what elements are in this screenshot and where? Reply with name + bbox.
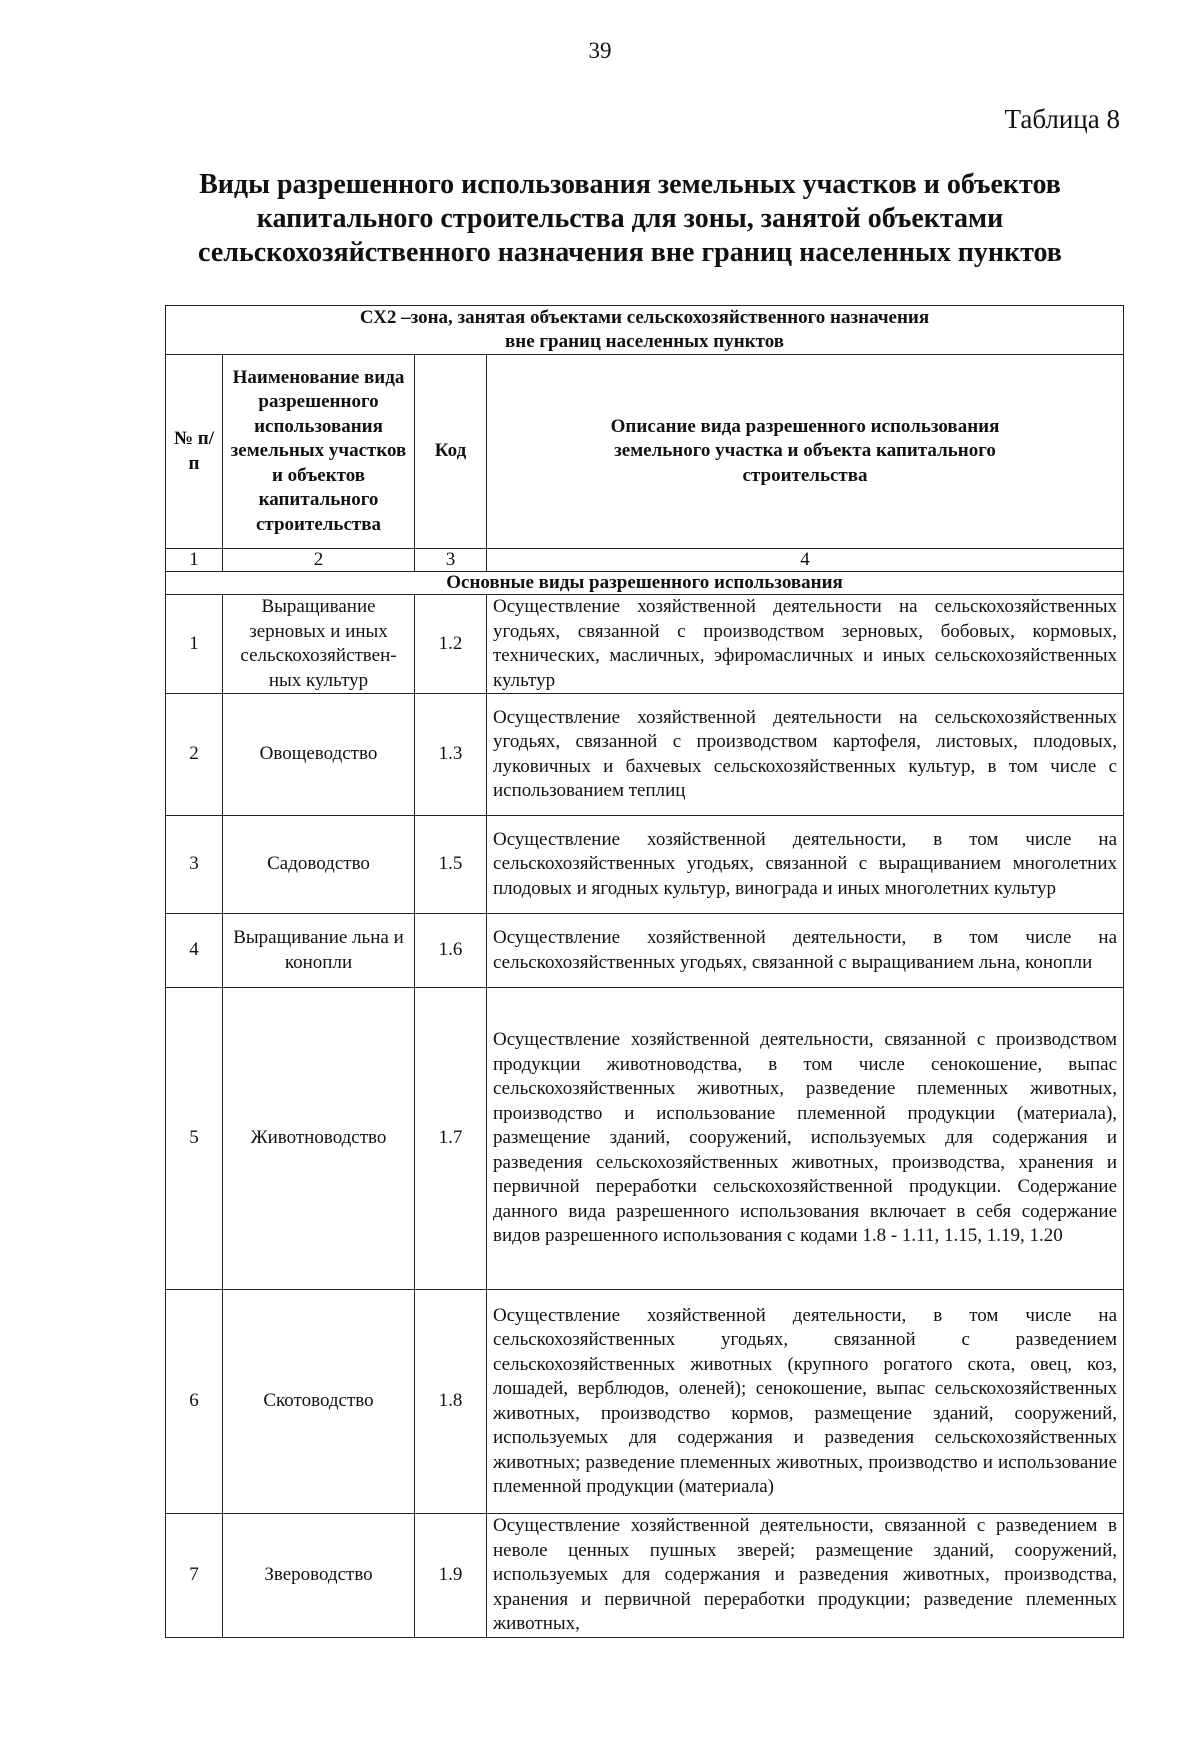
row-name: Садоводство [223, 816, 415, 914]
zone-header [166, 306, 1124, 355]
title-line: Виды разрешенного использования земельных участков и объектов [199, 169, 1061, 200]
table-row [166, 914, 1124, 988]
row-number: 2 [166, 694, 223, 816]
table-row [166, 816, 1124, 914]
section-title: Основные виды разрешенного использования [166, 572, 1124, 595]
header-name: Наименование вида разрешенного использования земельных участков и объектов капитального строительства [223, 355, 415, 549]
row-number: 7 [166, 1514, 223, 1638]
title-line: капитального строительства для зоны, занятой объектами [256, 203, 1004, 234]
row-number: 5 [166, 988, 223, 1290]
row-code: 1.3 [415, 694, 487, 816]
row-description: Осуществление хозяйственной деятельности, в том числе на сельскохозяйственных угодьях, связанной с выращиванием льна, конопли [487, 914, 1124, 988]
table-row [166, 1290, 1124, 1514]
column-number: 3 [415, 549, 487, 572]
row-number: 3 [166, 816, 223, 914]
row-description: Осуществление хозяйственной деятельности, связанной с разведением в неволе ценных пушных зверей; размещение зданий, сооружений, используемых для содержания и разведения животных, производства, хранения и первичной переработки продукции; разведение племенных животных, [487, 1514, 1124, 1638]
row-description: Осуществление хозяйственной деятельности, в том числе на сельскохозяйственных угодьях, связанной с выращиванием многолетних плодовых и ягодных культур, винограда и иных многолетних культур [487, 816, 1124, 914]
page-number: 39 [588, 38, 612, 63]
table-row [166, 595, 1124, 694]
zone-title-line: вне границ населенных пунктов [505, 331, 785, 352]
table-row [166, 988, 1124, 1290]
zone-title-line: СХ2 –зона, занятая объектами сельскохозяйственного назначения [359, 307, 930, 328]
row-name: Животноводство [223, 988, 415, 1290]
row-number: 6 [166, 1290, 223, 1514]
title-line: сельскохозяйственного назначения вне границ населенных пунктов [198, 237, 1062, 268]
table-label: Таблица 8 [1004, 104, 1120, 134]
row-code: 1.9 [415, 1514, 487, 1638]
column-number: 1 [166, 549, 223, 572]
row-number: 1 [166, 595, 223, 694]
row-code: 1.5 [415, 816, 487, 914]
header-num: № п/п [166, 355, 223, 549]
header-code: Код [415, 355, 487, 549]
row-code: 1.2 [415, 595, 487, 694]
row-code: 1.8 [415, 1290, 487, 1514]
row-name: Звероводство [223, 1514, 415, 1638]
column-number: 4 [487, 549, 1124, 572]
row-description: Осуществление хозяйственной деятельности, связанной с производством продукции животноводства, в том числе сенокошение, выпас сельскохозяйственных животных, разведение племенных животных, производство и использование племенной продукции (материала), размещение зданий, сооружений, используемых для содержания и разведения сельскохозяйственных животных, производства, хранения и первичной переработки сельскохозяйственной продукции. Содержание данного вида разрешенного использования включает в себя содержание видов разрешенного использования с кодами 1.8 - 1.11, 1.15, 1.19, 1.20 [487, 988, 1124, 1290]
column-number: 2 [223, 549, 415, 572]
row-number: 4 [166, 914, 223, 988]
row-name: Скотоводство [223, 1290, 415, 1514]
row-description: Осуществление хозяйственной деятельности, в том числе на сельскохозяйственных угодьях, связанной с разведением сельскохозяйственных животных (крупного рогатого скота, овец, коз, лошадей, верблюдов, оленей); сенокошение, выпас сельскохозяйственных животных, производство кормов, размещение зданий, сооружений, используемых для содержания и разведения сельскохозяйственных животных; разведение племенных животных, производство и использование племенной продукции (материала) [487, 1290, 1124, 1514]
land-use-table [165, 305, 1124, 1638]
row-name: Выращивание льна и конопли [223, 914, 415, 988]
row-code: 1.6 [415, 914, 487, 988]
row-name: Овощеводство [223, 694, 415, 816]
row-description: Осуществление хозяйственной деятельности на сельскохозяйственных угодьях, связанной с производством зерновых, бобовых, кормовых, технических, масличных, эфиромасличных и иных сельскохозяйственных культур [487, 595, 1124, 694]
row-description: Осуществление хозяйственной деятельности на сельскохозяйственных угодьях, связанной с производством картофеля, листовых, плодовых, луковичных и бахчевых сельскохозяйственных культур, в том числе с использованием теплиц [487, 694, 1124, 816]
document-title [150, 168, 1110, 270]
table-row [166, 694, 1124, 816]
row-name: Выращивание зерновых и иных сельскохозяйствен-ных культур [223, 595, 415, 694]
table-row [166, 1514, 1124, 1638]
row-code: 1.7 [415, 988, 487, 1290]
header-description: Описание вида разрешенного использования земельного участка и объекта капитального строительства [487, 355, 1124, 549]
